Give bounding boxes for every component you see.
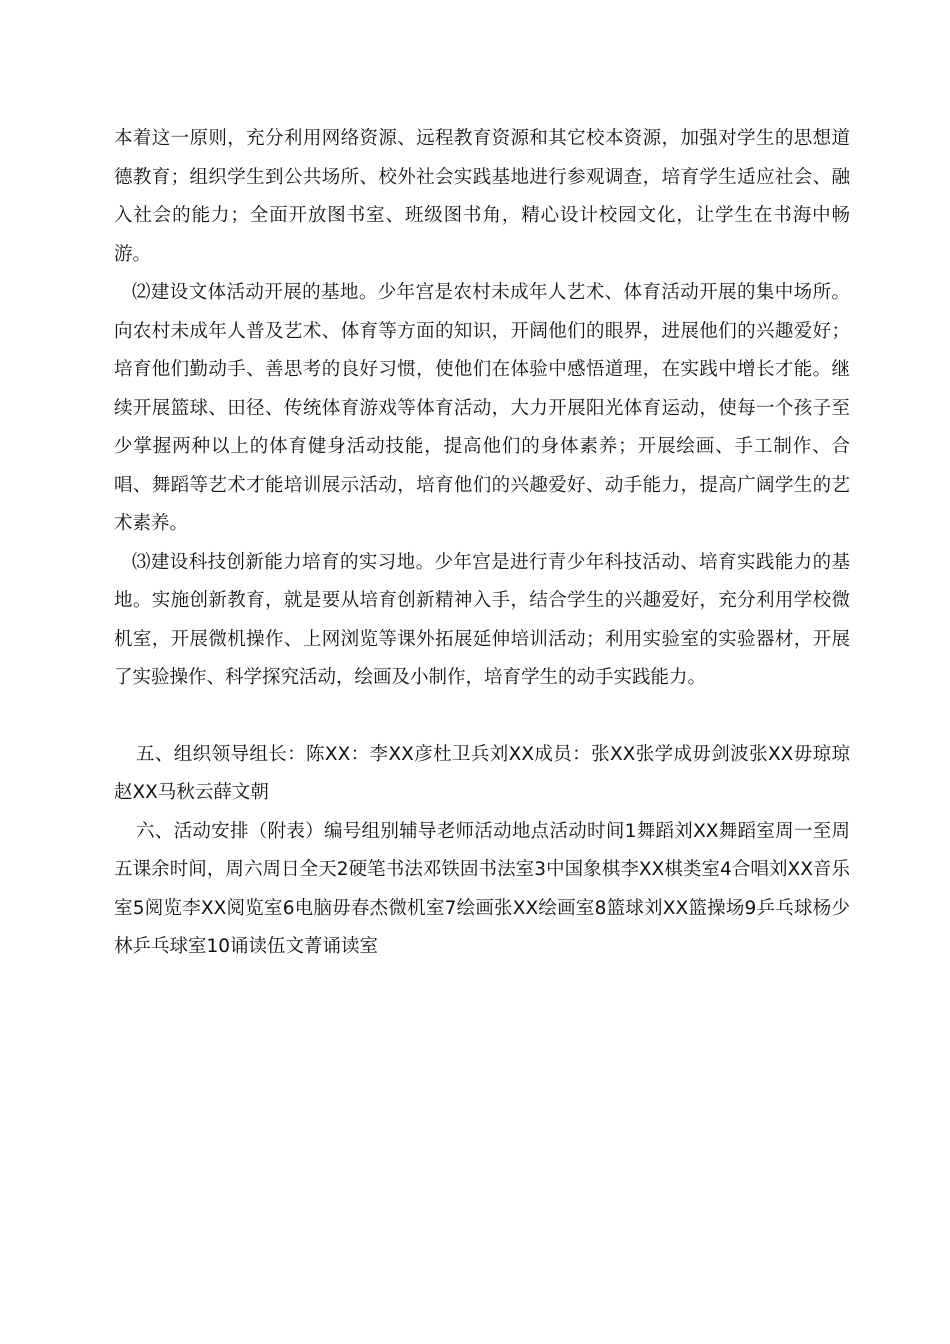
paragraph-arts-sports-base: ⑵建设文体活动开展的基地。少年宫是农村未成年人艺术、体育活动开展的集中场所。向农村未成年人普及艺术、体育等方面的知识，开阔他们的眼界，进展他们的兴趣爱好；培育他们勤动手、善思考的良好习惯，使他们在体验中感悟道理，在实践中增长才能。继续开展篮球、田径、传统体育游戏等体育活动，大力开展阳光体育运动，使每一个孩子至少掌握两种以上的体育健身活动技能，提高他们的身体素养；开展绘画、手工制作、合唱、舞蹈等艺术才能培训展示活动，培育他们的兴趣爱好、动手能力，提高广阔学生的艺术素养。 bbox=[114, 282, 850, 534]
paragraph-spacer bbox=[114, 698, 850, 736]
paragraph-activity-schedule: 六、活动安排（附表）编号组别辅导老师活动地点活动时间1舞蹈刘XX舞蹈室周一至周五课余时间，周六周日全天2硬笔书法邓铁固书法室3中国象棋李XX棋类室4合唱刘XX音乐室5阅览李XX阅览室6电脑毋春杰微机室7绘画张XX绘画室8篮球刘XX篮操场9乒乓球杨少林乒乓球室10诵读伍文菁诵读室 bbox=[114, 820, 850, 957]
document-body bbox=[114, 120, 850, 967]
paragraph-organization-leadership: 五、组织领导组长：陈XX：李XX彦杜卫兵刘XX成员：张XX张学成毋剑波张XX毋琼琼赵XX马秋云薛文朝 bbox=[114, 743, 850, 803]
paragraph-moral-education: 本着这一原则，充分利用网络资源、远程教育资源和其它校本资源，加强对学生的思想道德教育；组织学生到公共场所、校外社会实践基地进行参观调查，培育学生适应社会、融入社会的能力；全面开放图书室、班级图书角，精心设计校园文化，让学生在书海中畅游。 bbox=[114, 128, 850, 265]
paragraph-science-innovation-base: ⑶建设科技创新能力培育的实习地。少年宫是进行青少年科技活动、培育实践能力的基地。实施创新教育，就是要从培育创新精神入手，结合学生的兴趣爱好，充分利用学校微机室，开展微机操作、上网浏览等课外拓展延伸培训活动；利用实验室的实验器材，开展了实验操作、科学探究活动，绘画及小制作，培育学生的动手实践能力。 bbox=[114, 551, 850, 688]
